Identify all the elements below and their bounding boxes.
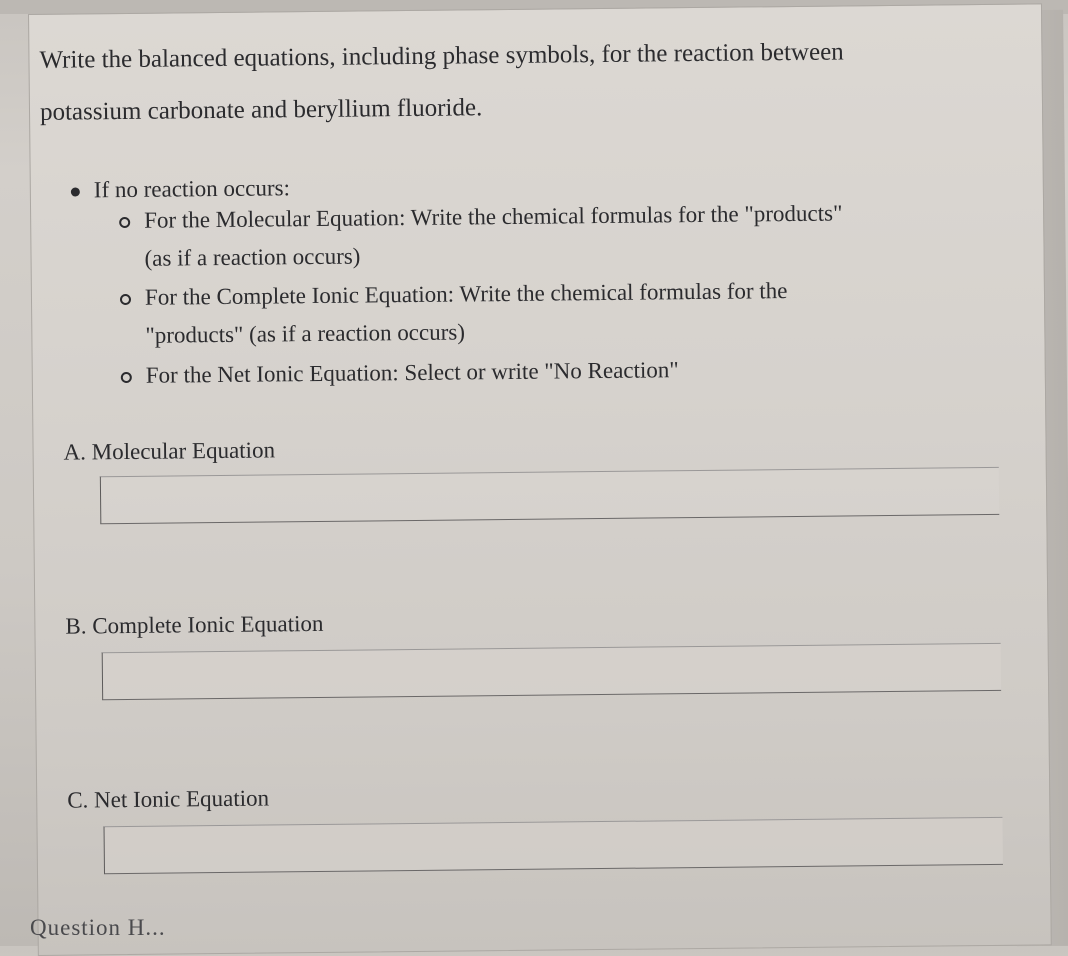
prompt-line-2: potassium carbonate and beryllium fluoride. [39, 94, 483, 126]
molecular-equation-input[interactable] [100, 467, 999, 524]
net-ionic-instruction [121, 348, 981, 395]
molecular-instruction [119, 193, 980, 278]
molecular-instruction-line-2: (as if a reaction occurs) [144, 243, 361, 271]
sub-bullet-icon [119, 217, 130, 228]
complete-ionic-instruction-line-1: For the Complete Ionic Equation: Write the chemical formulas for the [144, 278, 788, 310]
molecular-equation-label: A. Molecular Equation [63, 437, 276, 465]
prompt-line-1: Write the balanced equations, including phase symbols, for the reaction between [39, 38, 844, 74]
complete-ionic-instruction-line-2: "products" (as if a reaction occurs) [145, 319, 466, 348]
question-panel [28, 3, 1052, 956]
net-ionic-equation-label: C. Net Ionic Equation [67, 785, 270, 813]
net-ionic-equation-input[interactable] [104, 817, 1003, 874]
molecular-instruction-line-1: For the Molecular Equation: Write the chemical formulas for the "products" [144, 200, 843, 233]
complete-ionic-equation-label: B. Complete Ionic Equation [65, 610, 324, 639]
footer-cut-text: Question H... [30, 915, 166, 940]
bullet-icon [71, 188, 80, 197]
question-prompt [39, 26, 920, 139]
no-reaction-heading: If no reaction occurs: [93, 175, 291, 203]
sub-bullet-icon [121, 372, 132, 383]
sub-bullet-icon [120, 294, 131, 305]
complete-ionic-equation-input[interactable] [102, 643, 1001, 700]
complete-ionic-instruction [120, 270, 981, 355]
net-ionic-instruction-line-1: For the Net Ionic Equation: Select or write "No Reaction" [145, 357, 679, 388]
